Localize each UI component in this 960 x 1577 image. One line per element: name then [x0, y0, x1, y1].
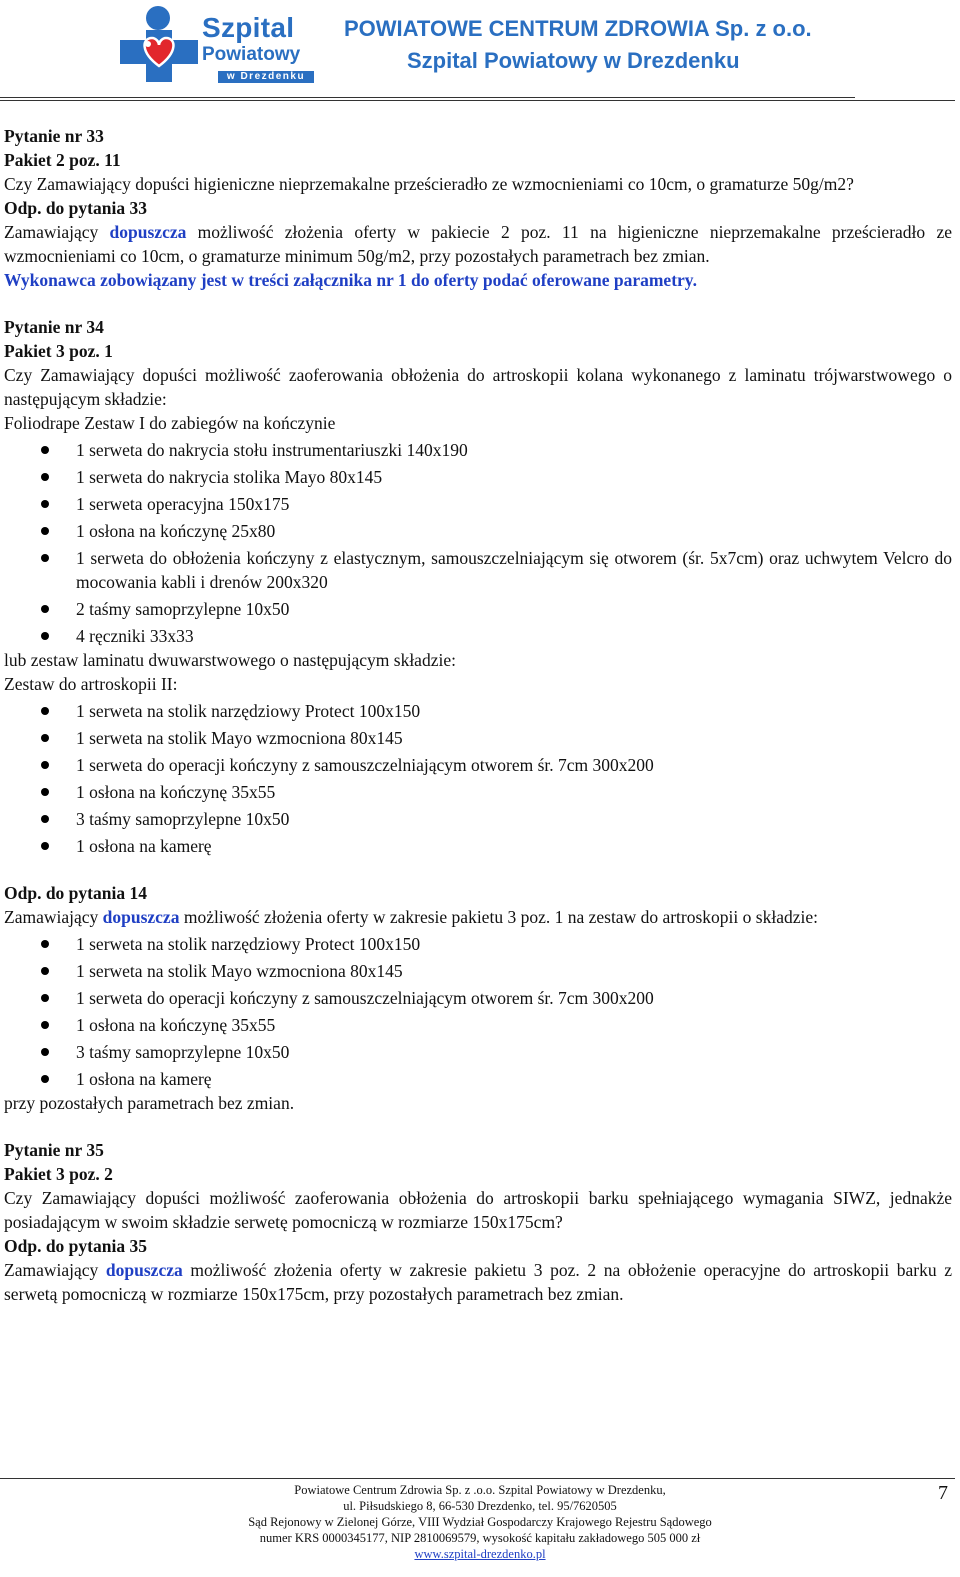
set2-list: [4, 699, 952, 858]
logo-subtitle: Powiatowy: [202, 44, 301, 65]
answer-title: Odp. do pytania 35: [4, 1236, 147, 1256]
package-ref: Pakiet 3 poz. 2: [4, 1164, 113, 1184]
website-link[interactable]: www.szpital-drezdenko.pl: [414, 1547, 546, 1561]
footer-line: numer KRS 0000345177, NIP 2810069579, wysokość kapitału zakładowego 505 000 zł: [259, 1531, 701, 1545]
answer-keyword: dopuszcza: [109, 222, 187, 242]
package-ref: Pakiet 3 poz. 1: [4, 341, 113, 361]
page-header: [0, 0, 960, 100]
medical-cross-heart-icon: [118, 4, 208, 82]
contractor-note: Wykonawca zobowiązany jest w treści załącznika nr 1 do oferty podać oferowane parametry.: [4, 270, 697, 290]
list-item: 1 serweta do obłożenia kończyny z elastycznym, samouszczelniającym się otworem (śr. 5x7cm) oraz uchwytem Velcro do mocowania kabli i drenów 200x320: [4, 546, 952, 594]
organization-name: POWIATOWE CENTRUM ZDROWIA Sp. z o.o.: [344, 16, 812, 41]
list-item: 1 osłona na kamerę: [4, 834, 952, 858]
header-divider: [0, 100, 955, 101]
list-item: 4 ręczniki 33x33: [4, 624, 952, 648]
question-33: [4, 124, 952, 292]
answer-prefix: Zamawiający: [4, 222, 110, 242]
answer-text: [4, 220, 952, 268]
answer-text: [4, 1258, 952, 1306]
question-title: Pytanie nr 34: [4, 317, 104, 337]
answer-keyword: dopuszcza: [102, 907, 180, 927]
list-item: 1 serweta do nakrycia stolika Mayo 80x145: [4, 465, 952, 489]
list-item: 1 serweta operacyjna 150x175: [4, 492, 952, 516]
answer-keyword: dopuszcza: [105, 1260, 183, 1280]
answer-title: Odp. do pytania 14: [4, 883, 147, 903]
list-item: 3 taśmy samoprzylepne 10x50: [4, 807, 952, 831]
page-number: 7: [938, 1482, 948, 1504]
set1-list: [4, 438, 952, 648]
alternative-intro: lub zestaw laminatu dwuwarstwowego o następującym składzie:: [4, 650, 456, 670]
answer-title: Odp. do pytania 33: [4, 198, 147, 218]
list-item: 1 serweta na stolik narzędziowy Protect 100x150: [4, 932, 952, 956]
hospital-name: Szpital Powiatowy w Drezdenku: [407, 48, 740, 73]
list-item: 1 serweta do nakrycia stołu instrumentariuszki 140x190: [4, 438, 952, 462]
answer-prefix: Zamawiający: [4, 907, 103, 927]
list-item: 1 osłona na kończynę 25x80: [4, 519, 952, 543]
document-body: [4, 124, 952, 1306]
list-item: 1 osłona na kończynę 35x55: [4, 1013, 952, 1037]
answer-text: [4, 905, 952, 929]
answer-suffix: możliwość złożenia oferty w pakiecie 2 poz. 11 na higieniczne nieprzemakalne prześcieradło ze wzmocnieniami co 10cm, o gramaturze minimum 50g/m2, przy pozostałych parametrach bez zmian.: [4, 222, 952, 266]
set-name: Zestaw do artroskopii II:: [4, 674, 178, 694]
list-item: 1 serweta do operacji kończyny z samouszczelniającym otworem śr. 7cm 300x200: [4, 986, 952, 1010]
question-text: Czy Zamawiający dopuści możliwość zaoferowania obłożenia do artroskopii kolana wykonanego z laminatu trójwarstwowego o następującym składzie:: [4, 365, 952, 409]
question-35: [4, 1138, 952, 1306]
logo-title: Szpital: [202, 12, 295, 43]
list-item: 1 osłona na kończynę 35x55: [4, 780, 952, 804]
answer-prefix: Zamawiający: [4, 1260, 106, 1280]
list-item: 1 serweta na stolik Mayo wzmocniona 80x145: [4, 959, 952, 983]
list-item: 1 serweta na stolik Mayo wzmocniona 80x145: [4, 726, 952, 750]
footer-line: ul. Piłsudskiego 8, 66-530 Drezdenko, tel. 95/7620505: [343, 1499, 617, 1513]
logo-city: w Drezdenku: [218, 71, 314, 83]
list-item: 1 serweta na stolik narzędziowy Protect 100x150: [4, 699, 952, 723]
footer-divider: [0, 1478, 955, 1479]
page-footer: [200, 1482, 760, 1562]
list-item: 3 taśmy samoprzylepne 10x50: [4, 1040, 952, 1064]
hospital-logo: [118, 4, 318, 82]
list-item: 2 taśmy samoprzylepne 10x50: [4, 597, 952, 621]
answer-suffix: możliwość złożenia oferty w zakresie pakietu 3 poz. 2 na obłożenie operacyjne do artroskopii barku z serwetą pomocniczą w rozmiarze 150x175cm, przy pozostałych parametrach bez zmian.: [4, 1260, 952, 1304]
question-text: Czy Zamawiający dopuści higieniczne nieprzemakalne prześcieradło ze wzmocnieniami co 10cm, o gramaturze 50g/m2?: [4, 174, 854, 194]
question-title: Pytanie nr 35: [4, 1140, 104, 1160]
answer-suffix: możliwość złożenia oferty w zakresie pakietu 3 poz. 1 na zestaw do artroskopii o składzie:: [179, 907, 818, 927]
footer-line: Sąd Rejonowy w Zielonej Górze, VIII Wydział Gospodarczy Krajowego Rejestru Sądowego: [248, 1515, 712, 1529]
answer-list: [4, 932, 952, 1091]
set-name: Foliodrape Zestaw I do zabiegów na kończynie: [4, 413, 336, 433]
footer-line: Powiatowe Centrum Zdrowia Sp. z .o.o. Szpital Powiatowy w Drezdenku,: [294, 1483, 666, 1497]
list-item: 1 osłona na kamerę: [4, 1067, 952, 1091]
package-ref: Pakiet 2 poz. 11: [4, 150, 121, 170]
question-title: Pytanie nr 33: [4, 126, 104, 146]
header-divider: [0, 97, 855, 98]
list-item: 1 serweta do operacji kończyny z samouszczelniającym otworem śr. 7cm 300x200: [4, 753, 952, 777]
answer-closing: przy pozostałych parametrach bez zmian.: [4, 1093, 295, 1113]
question-34: [4, 315, 952, 1115]
question-text: Czy Zamawiający dopuści możliwość zaoferowania obłożenia do artroskopii barku spełniającego wymagania SIWZ, jednakże posiadającym w swoim składzie serwetę pomocniczą w rozmiarze 150x175cm?: [4, 1188, 952, 1232]
